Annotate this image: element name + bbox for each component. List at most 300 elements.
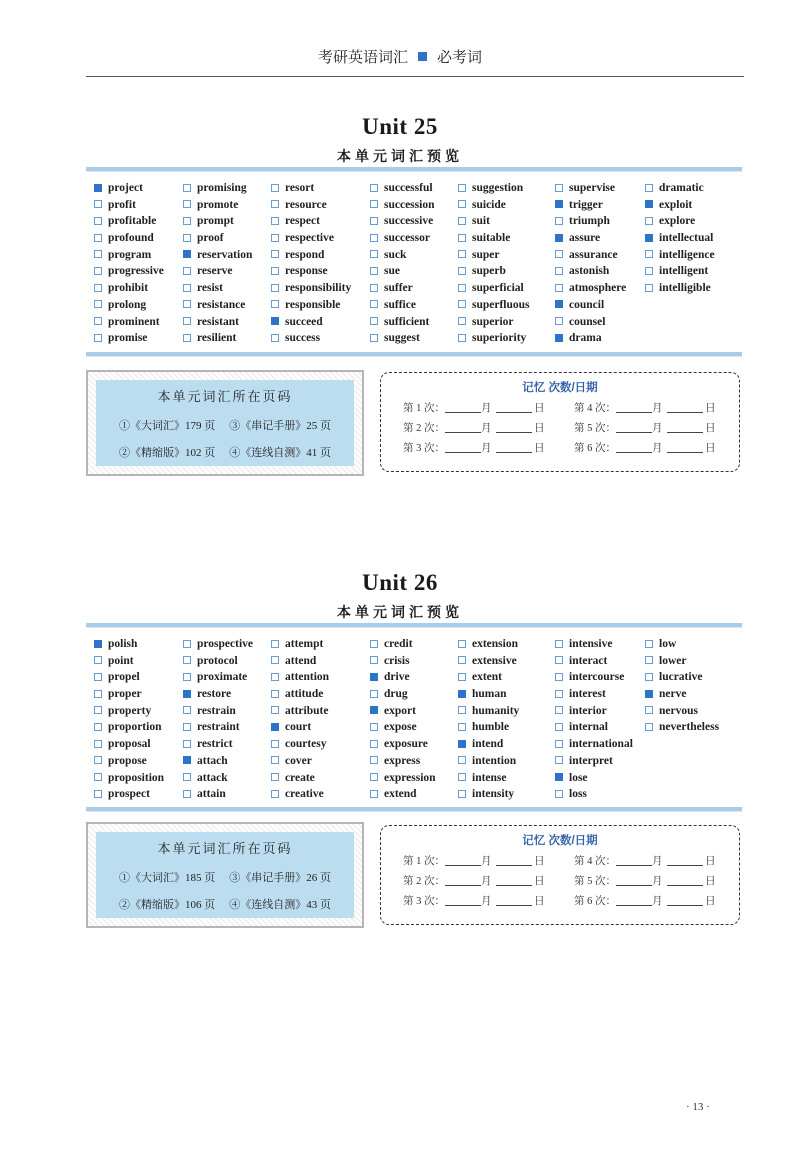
checkbox-icon[interactable] [458,300,466,308]
page-ref-big-vocab: ①《大词汇》179 页 [119,420,216,432]
word-label: loss [569,788,587,801]
word-label: astonish [569,265,610,278]
checkbox-icon[interactable] [458,267,466,275]
word-label: point [108,654,134,667]
checkbox-icon[interactable] [370,773,378,781]
memory-entry-1[interactable]: 第 1 次： 月 日 [403,856,545,867]
memory-entry-6[interactable]: 第 6 次： 月 日 [574,443,716,454]
word-item [458,314,530,331]
checked-checkbox-icon[interactable] [555,773,563,781]
checkbox-icon[interactable] [370,640,378,648]
checkbox-icon[interactable] [370,300,378,308]
word-item [370,719,436,736]
word-item [645,230,715,247]
memory-entry-6[interactable]: 第 6 次： 月 日 [574,896,716,907]
checkbox-icon[interactable] [271,217,279,225]
word-item [555,770,633,787]
word-label: restore [197,688,232,701]
page-ref-handbook: ③《串记手册》26 页 [229,872,331,884]
word-label: restrict [197,738,233,751]
word-item [183,330,252,347]
checkbox-icon[interactable] [458,250,466,258]
word-item [555,230,626,247]
checkbox-icon[interactable] [645,723,653,731]
word-label: resilient [197,332,237,345]
checkbox-icon[interactable] [458,773,466,781]
word-column [645,180,715,297]
checkbox-icon[interactable] [271,740,279,748]
word-column [555,180,626,347]
checkbox-icon[interactable] [555,723,563,731]
checkbox-icon[interactable] [370,284,378,292]
word-label: expose [384,721,417,734]
word-label: success [285,332,321,345]
checkbox-icon[interactable] [370,334,378,342]
word-item [271,703,329,720]
word-item [645,653,719,670]
word-item [183,736,253,753]
word-item [555,180,626,197]
word-label: prolong [108,298,147,311]
word-label: proposition [108,771,165,784]
checkbox-icon[interactable] [271,300,279,308]
word-label: export [384,704,416,717]
word-label: proper [108,688,142,701]
word-item [458,786,519,803]
checkbox-icon[interactable] [555,656,563,664]
unit-title: Unit 25 [362,114,438,139]
word-label: intensity [472,788,515,801]
word-item [458,636,519,653]
checkbox-icon[interactable] [370,723,378,731]
checked-checkbox-icon[interactable] [94,640,102,648]
word-label: reservation [197,248,253,261]
word-label: promise [108,332,148,345]
checkbox-icon[interactable] [94,250,102,258]
checkbox-icon[interactable] [458,334,466,342]
checked-checkbox-icon[interactable] [94,184,102,192]
word-label: super [472,248,500,261]
word-column [94,636,164,803]
checkbox-icon[interactable] [555,267,563,275]
word-column [271,636,329,803]
word-label: sufficient [384,315,430,328]
checkbox-icon[interactable] [271,756,279,764]
word-label: resistant [197,315,239,328]
checked-checkbox-icon[interactable] [271,723,279,731]
word-column [183,636,253,803]
word-label: restraint [197,721,240,734]
checkbox-icon[interactable] [271,334,279,342]
checkbox-icon[interactable] [271,773,279,781]
checkbox-icon[interactable] [458,217,466,225]
word-item [458,230,530,247]
memory-entry-3[interactable]: 第 3 次： 月 日 [403,443,545,454]
checked-checkbox-icon[interactable] [645,234,653,242]
checkbox-icon[interactable] [94,317,102,325]
word-item [183,230,252,247]
word-column [458,180,530,347]
checkbox-icon[interactable] [183,723,191,731]
word-label: reserve [197,265,233,278]
word-label: intense [472,771,507,784]
word-label: program [108,248,152,261]
checkbox-icon[interactable] [555,250,563,258]
checked-checkbox-icon[interactable] [370,706,378,714]
page-reference-inner [96,380,354,466]
word-label: court [285,721,312,734]
checkbox-icon[interactable] [555,673,563,681]
word-label: lower [659,654,687,667]
checkbox-icon[interactable] [271,656,279,664]
checkbox-icon[interactable] [458,723,466,731]
checkbox-icon[interactable] [271,184,279,192]
checkbox-icon[interactable] [271,250,279,258]
checkbox-icon[interactable] [271,706,279,714]
checkbox-icon[interactable] [645,284,653,292]
checked-checkbox-icon[interactable] [555,334,563,342]
checked-checkbox-icon[interactable] [458,740,466,748]
word-item [271,686,329,703]
word-item [94,247,164,264]
word-item [645,686,719,703]
checkbox-icon[interactable] [555,706,563,714]
checkbox-icon[interactable] [555,640,563,648]
checkbox-icon[interactable] [555,317,563,325]
checkbox-icon[interactable] [183,706,191,714]
word-item [183,770,253,787]
word-label: sue [384,265,400,278]
word-item [555,314,626,331]
page-ref-self-test: ④《连线自测》41 页 [229,447,331,459]
checkbox-icon[interactable] [271,284,279,292]
checkbox-icon[interactable] [555,790,563,798]
checkbox-icon[interactable] [94,756,102,764]
word-item [458,686,519,703]
word-label: intelligent [659,265,709,278]
checkbox-icon[interactable] [458,317,466,325]
word-label: successor [384,232,430,245]
checkbox-icon[interactable] [94,690,102,698]
memory-entry-2[interactable]: 第 2 次： 月 日 [403,876,545,887]
checkbox-icon[interactable] [183,267,191,275]
checkbox-icon[interactable] [183,334,191,342]
word-item [271,180,351,197]
word-item [370,636,436,653]
checkbox-icon[interactable] [183,300,191,308]
checked-checkbox-icon[interactable] [183,756,191,764]
word-item [370,263,434,280]
word-item [370,280,434,297]
memory-entry-4[interactable]: 第 4 次： 月 日 [574,856,716,867]
checkbox-icon[interactable] [555,184,563,192]
word-item [183,653,253,670]
word-label: propel [108,671,140,684]
checkbox-icon[interactable] [183,317,191,325]
word-item [555,786,633,803]
unit-subtitle: 本单元词汇预览 [337,150,463,165]
word-item [271,786,329,803]
checkbox-icon[interactable] [94,656,102,664]
checkbox-icon[interactable] [645,656,653,664]
word-label: property [108,704,152,717]
checkbox-icon[interactable] [458,756,466,764]
checkbox-icon[interactable] [555,740,563,748]
checkbox-icon[interactable] [370,184,378,192]
word-label: attempt [285,638,324,650]
memory-entry-2[interactable]: 第 2 次： 月 日 [403,423,545,434]
checkbox-icon[interactable] [94,334,102,342]
checked-checkbox-icon[interactable] [555,300,563,308]
word-item [458,180,530,197]
word-label: lucrative [659,671,703,684]
word-label: proportion [108,721,162,734]
word-item [370,736,436,753]
word-label: interior [569,704,607,717]
word-item [458,703,519,720]
checkbox-icon[interactable] [370,317,378,325]
word-label: project [108,182,143,194]
checkbox-icon[interactable] [183,640,191,648]
checkbox-icon[interactable] [271,673,279,681]
checkbox-icon[interactable] [458,640,466,648]
word-label: create [285,771,315,784]
checked-checkbox-icon[interactable] [555,200,563,208]
word-item [458,213,530,230]
checkbox-icon[interactable] [183,790,191,798]
word-item [183,314,252,331]
checkbox-icon[interactable] [183,673,191,681]
checkbox-icon[interactable] [645,250,653,258]
word-item [370,753,436,770]
checkbox-icon[interactable] [458,184,466,192]
word-label: promote [197,198,239,211]
top-band [86,167,742,171]
word-item [555,213,626,230]
checked-checkbox-icon[interactable] [645,200,653,208]
checkbox-icon[interactable] [458,284,466,292]
bottom-band [86,807,742,811]
checkbox-icon[interactable] [370,200,378,208]
word-item [271,330,351,347]
word-item [370,786,436,803]
word-label: superior [472,315,514,328]
checkbox-icon[interactable] [183,284,191,292]
word-item [183,753,253,770]
page-reference-inner [96,832,354,918]
checkbox-icon[interactable] [370,234,378,242]
checkbox-icon[interactable] [94,300,102,308]
word-label: low [659,638,677,650]
checkbox-icon[interactable] [271,690,279,698]
checkbox-icon[interactable] [94,740,102,748]
page-number: · 13 · [686,1101,710,1113]
word-label: intelligible [659,282,711,295]
checkbox-icon[interactable] [458,673,466,681]
checkbox-icon[interactable] [271,640,279,648]
checkbox-icon[interactable] [555,690,563,698]
memory-entry-4[interactable]: 第 4 次： 月 日 [574,403,716,414]
word-item [370,314,434,331]
checkbox-icon[interactable] [183,184,191,192]
word-label: resistance [197,298,246,311]
word-label: prohibit [108,282,149,295]
checkbox-icon[interactable] [645,706,653,714]
memory-entry-5[interactable]: 第 5 次： 月 日 [574,876,716,887]
word-label: successful [384,182,433,194]
checkbox-icon[interactable] [645,217,653,225]
word-item [370,330,434,347]
checkbox-icon[interactable] [645,184,653,192]
checkbox-icon[interactable] [370,217,378,225]
checkbox-icon[interactable] [370,790,378,798]
word-column [370,636,436,803]
checkbox-icon[interactable] [94,706,102,714]
checkbox-icon[interactable] [94,284,102,292]
page-reference-row [96,896,354,912]
memory-log-title: 记忆 次数/日期 [522,835,598,847]
checkbox-icon[interactable] [458,706,466,714]
checkbox-icon[interactable] [94,723,102,731]
checked-checkbox-icon[interactable] [555,234,563,242]
word-label: council [569,298,605,311]
word-label: suit [472,215,490,228]
word-item [458,770,519,787]
word-item [271,197,351,214]
unit-title: Unit 26 [362,570,438,595]
word-label: interact [569,654,608,667]
checkbox-icon[interactable] [183,234,191,242]
checkbox-icon[interactable] [458,200,466,208]
word-item [645,247,715,264]
checkbox-icon[interactable] [645,640,653,648]
checkbox-icon[interactable] [94,790,102,798]
word-item [370,686,436,703]
word-label: credit [384,638,413,650]
checkbox-icon[interactable] [555,284,563,292]
word-column [555,636,633,803]
checkbox-icon[interactable] [271,200,279,208]
checkbox-icon[interactable] [555,756,563,764]
word-item [458,330,530,347]
word-item [370,297,434,314]
checkbox-icon[interactable] [370,656,378,664]
checkbox-icon[interactable] [271,790,279,798]
word-item [271,314,351,331]
word-item [271,653,329,670]
word-item [94,197,164,214]
word-item [271,297,351,314]
word-label: supervise [569,182,615,194]
word-item [94,669,164,686]
checkbox-icon[interactable] [183,773,191,781]
checkbox-icon[interactable] [271,267,279,275]
word-label: interest [569,688,606,701]
checkbox-icon[interactable] [370,756,378,764]
checkbox-icon[interactable] [645,267,653,275]
book-title: 考研英语词汇 [317,50,408,66]
checkbox-icon[interactable] [94,267,102,275]
page-ref-condensed: ②《精缩版》102 页 [119,447,216,459]
checkbox-icon[interactable] [645,673,653,681]
word-label: creative [285,788,324,801]
word-label: prospective [197,638,254,650]
checkbox-icon[interactable] [183,200,191,208]
checkbox-icon[interactable] [94,234,102,242]
section-title: 必考词 [437,50,483,66]
checkbox-icon[interactable] [370,250,378,258]
memory-log-panel [380,372,740,472]
checkbox-icon[interactable] [370,690,378,698]
word-item [94,686,164,703]
page-ref-handbook: ③《串记手册》25 页 [229,420,331,432]
word-column [271,180,351,347]
word-item [183,703,253,720]
checkbox-icon[interactable] [183,740,191,748]
checkbox-icon[interactable] [183,217,191,225]
word-label: international [569,738,633,751]
word-item [370,180,434,197]
word-label: internal [569,721,608,734]
checkbox-icon[interactable] [183,656,191,664]
word-item [94,230,164,247]
checkbox-icon[interactable] [458,790,466,798]
checkbox-icon[interactable] [458,234,466,242]
checked-checkbox-icon[interactable] [271,317,279,325]
checkbox-icon[interactable] [94,200,102,208]
checkbox-icon[interactable] [370,740,378,748]
checked-checkbox-icon[interactable] [645,690,653,698]
word-item [183,197,252,214]
word-label: suck [384,248,407,261]
word-item [183,636,253,653]
memory-entry-1[interactable]: 第 1 次： 月 日 [403,403,545,414]
word-item [645,669,719,686]
checked-checkbox-icon[interactable] [458,690,466,698]
word-item [555,263,626,280]
word-item [271,736,329,753]
checkbox-icon[interactable] [94,773,102,781]
checked-checkbox-icon[interactable] [183,690,191,698]
memory-entry-3[interactable]: 第 3 次： 月 日 [403,896,545,907]
checkbox-icon[interactable] [555,217,563,225]
word-item [555,197,626,214]
checkbox-icon[interactable] [370,267,378,275]
word-label: extent [472,671,503,684]
checked-checkbox-icon[interactable] [370,673,378,681]
checkbox-icon[interactable] [94,673,102,681]
word-item [645,703,719,720]
word-label: dramatic [659,182,704,194]
checked-checkbox-icon[interactable] [183,250,191,258]
word-item [458,653,519,670]
memory-entry-5[interactable]: 第 5 次： 月 日 [574,423,716,434]
word-label: extensive [472,654,517,667]
word-label: progressive [108,265,164,278]
word-item [555,736,633,753]
word-item [458,280,530,297]
checkbox-icon[interactable] [94,217,102,225]
checkbox-icon[interactable] [458,656,466,664]
checkbox-icon[interactable] [271,234,279,242]
word-label: courtesy [285,738,327,751]
word-item [183,280,252,297]
word-label: attain [197,788,226,801]
word-item [94,636,164,653]
word-label: atmosphere [569,282,627,295]
word-label: nervous [659,704,698,717]
word-label: proposal [108,738,151,751]
